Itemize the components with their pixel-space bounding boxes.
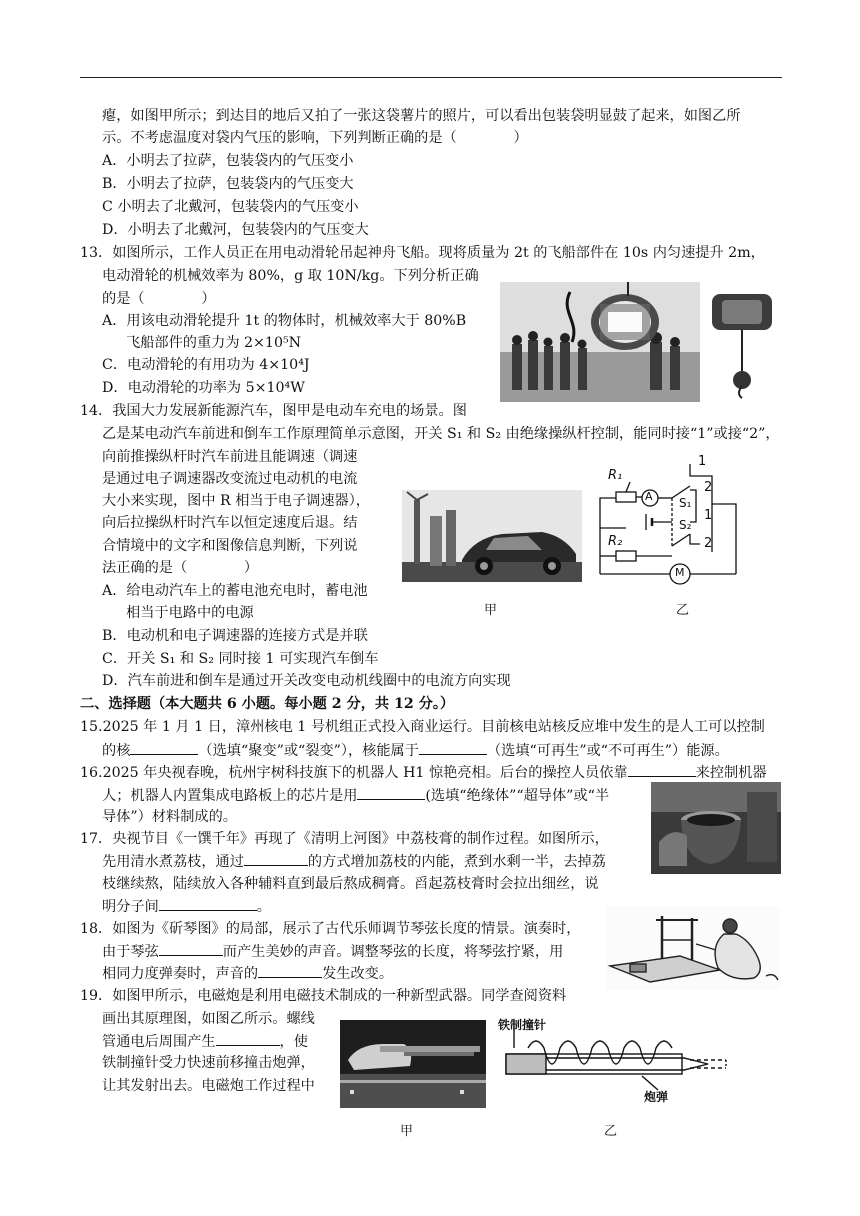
q17-text-c: 明分子间 bbox=[102, 899, 159, 915]
q12-line-2: 示。不考虑温度对袋内气压的影响，下列判断正确的是（ ） bbox=[102, 130, 528, 146]
q13-option-d: D．电动滑轮的功率为 5×10⁴W bbox=[102, 380, 305, 396]
q15-blank-2[interactable] bbox=[419, 740, 487, 755]
q15-text-b: （选填“聚变”或“裂变”），核能属于 bbox=[198, 743, 419, 759]
q15-line-1: 15.2025 年 1 月 1 日，漳州核电 1 号机组正式投入商业运行。目前核电站核反应堆中发生的是人工可以控制 bbox=[80, 719, 765, 735]
q17-line-3: 枝继续熬，陆续放入各种辅料直到最后熬成稠膏。舀起荔枝膏时会拉出细丝，说 bbox=[102, 876, 599, 892]
q14-option-c: C．开关 S₁ 和 S₂ 同时接 1 可实现汽车倒车 bbox=[102, 651, 379, 667]
q19-line-3 bbox=[102, 1031, 308, 1053]
q15-text-a: 的核 bbox=[102, 743, 131, 759]
q17-line-4 bbox=[102, 896, 271, 918]
q14-line-3: 向前推操纵杆时汽车前进且能调速（调速 bbox=[102, 449, 358, 465]
q16-line-2 bbox=[102, 785, 609, 807]
circuit-label-a: A bbox=[645, 490, 653, 503]
q13-photo bbox=[500, 282, 786, 402]
q13-line-1: 13．如图所示，工作人员正在用电动滑轮吊起神舟飞船。现将质量为 2t 的飞船部件在 10s 内匀速提升 2m， bbox=[80, 245, 765, 261]
railgun-label-pin: 铁制撞针 bbox=[498, 1018, 547, 1032]
q17-text-b: 的方式增加荔枝的内能，煮到水剩一半，去掉荔 bbox=[307, 854, 606, 870]
q17-line-2 bbox=[102, 851, 606, 873]
q17-blank-2[interactable] bbox=[159, 896, 257, 911]
q16-line-1 bbox=[80, 762, 767, 784]
q14-line-7: 合情境中的文字和图像信息判断，下列说 bbox=[102, 538, 358, 554]
q19-line-2: 画出其原理图，如图乙所示。螺线 bbox=[102, 1011, 315, 1027]
q17-text-d: 。 bbox=[256, 899, 271, 915]
q12-option-a: A．小明去了拉萨，包装袋内的气压变小 bbox=[102, 153, 354, 169]
q12-option-c: C 小明去了北戴河，包装袋内的气压变小 bbox=[102, 199, 359, 215]
q12-option-b: B．小明去了拉萨，包装袋内的气压变大 bbox=[102, 176, 354, 192]
q16-blank-1[interactable] bbox=[628, 762, 696, 777]
q19-line-4: 铁制撞针受力快速前移撞击炮弹， bbox=[102, 1055, 315, 1071]
q14-option-a: A．给电动汽车上的蓄电池充电时，蓄电池 bbox=[102, 583, 368, 599]
circuit-label-m: M bbox=[675, 566, 685, 579]
q19-text-a: 管通电后周围产生 bbox=[102, 1034, 216, 1050]
q14-option-b: B．电动机和电子调速器的连接方式是并联 bbox=[102, 628, 368, 644]
q18-blank-1[interactable] bbox=[159, 941, 223, 956]
q15-line-2 bbox=[102, 740, 729, 762]
circuit-label-r2: R₂ bbox=[608, 534, 623, 549]
q13-option-c: C．电动滑轮的有用功为 4×10⁴J bbox=[102, 357, 310, 373]
q17-text-a: 先用清水煮荔枝，通过 bbox=[102, 854, 244, 870]
q15-blank-1[interactable] bbox=[130, 740, 198, 755]
q14-option-d: D．汽车前进和倒车是通过开关改变电动机线圈中的电流方向实现 bbox=[102, 673, 511, 689]
q14-charging-photo bbox=[402, 490, 582, 582]
q16-blank-2[interactable] bbox=[357, 785, 425, 800]
q18-blank-2[interactable] bbox=[258, 963, 322, 978]
q19-caption-yi: 乙 bbox=[604, 1124, 618, 1139]
q16-text-b: 来控制机器 bbox=[695, 765, 767, 781]
circuit-label-2a: 2 bbox=[704, 480, 713, 495]
q14-line-5: 大小来实现，图中 R 相当于电子调速器）， bbox=[102, 493, 370, 509]
q16-text-a: 16.2025 年央视春晚，杭州宇树科技旗下的机器人 H1 惊艳亮相。后台的操控人员依靠 bbox=[80, 765, 628, 781]
q13-line-2: 电动滑轮的机械效率为 80%，g 取 10N/kg。下列分析正确 bbox=[102, 268, 479, 284]
q12-option-d: D．小明去了北戴河，包装袋内的气压变大 bbox=[102, 222, 369, 238]
q19-blank-1[interactable] bbox=[216, 1031, 280, 1046]
q14-line-1: 14．我国大力发展新能源汽车，图甲是电动车充电的场景。图 bbox=[80, 403, 467, 419]
q18-text-d: 发生改变。 bbox=[322, 966, 394, 982]
header-rule bbox=[80, 77, 782, 78]
q14-line-2: 乙是某电动汽车前进和倒车工作原理简单示意图，开关 S₁ 和 S₂ 由绝缘操纵杆控制，能同时接“1”或接“2”， bbox=[102, 426, 780, 442]
q14-caption-jia: 甲 bbox=[484, 603, 498, 618]
q14-line-6: 向后拉操纵杆时汽车以恒定速度后退。结 bbox=[102, 515, 358, 531]
q19-text-b: ，使 bbox=[279, 1034, 308, 1050]
circuit-label-s1: S₁ bbox=[679, 496, 692, 510]
q19-caption-jia: 甲 bbox=[400, 1124, 414, 1139]
q13-option-b: 飞船部件的重力为 2×10⁵N bbox=[126, 335, 302, 351]
q15-text-c: （选填“可再生”或“不可再生”）能源。 bbox=[486, 743, 729, 759]
q14-line-8: 法正确的是（ ） bbox=[102, 560, 259, 576]
q19-line-5: 让其发射出去。电磁炮工作过程中 bbox=[102, 1078, 315, 1094]
circuit-label-s2: S₂ bbox=[679, 518, 692, 532]
section-2-heading: 二、选择题（本大题共 6 小题。每小题 2 分，共 12 分。） bbox=[80, 696, 455, 712]
q14-option-a-cont: 相当于电路中的电源 bbox=[126, 605, 254, 621]
q13-option-a: A．用该电动滑轮提升 1t 的物体时，机械效率大于 80%B bbox=[102, 313, 467, 329]
q17-line-1: 17．央视节目《一馔千年》再现了《清明上河图》中荔枝膏的制作过程。如图所示， bbox=[80, 831, 609, 847]
q14-caption-yi: 乙 bbox=[676, 603, 690, 618]
q19-railgun-photo bbox=[340, 1020, 486, 1108]
q16-text-d: (选填“绝缘体”“超导体”或“半 bbox=[425, 788, 610, 804]
q18-qin-painting bbox=[606, 906, 780, 990]
q14-line-4: 是通过电子调速器改变流过电动机的电流 bbox=[102, 471, 358, 487]
q18-line-2 bbox=[102, 941, 563, 963]
q17-blank-1[interactable] bbox=[244, 851, 308, 866]
q18-line-1: 18．如图为《斫琴图》的局部，展示了古代乐师调节琴弦长度的情景。演奏时， bbox=[80, 921, 581, 937]
circuit-label-2b: 2 bbox=[704, 536, 713, 551]
q18-text-b: 而产生美妙的声音。调整琴弦的长度，将琴弦拧紧，用 bbox=[222, 944, 564, 960]
q14-circuit-diagram bbox=[586, 452, 746, 586]
q16-line-3: 导体”）材料制成的。 bbox=[102, 809, 237, 825]
q19-railgun-diagram bbox=[494, 1018, 740, 1114]
q17-lychee-photo bbox=[651, 782, 781, 874]
q18-line-3 bbox=[102, 963, 393, 985]
q18-text-c: 相同力度弹奏时，声音的 bbox=[102, 966, 259, 982]
railgun-label-shell: 炮弹 bbox=[644, 1090, 669, 1104]
q12-line-1: 瘪，如图甲所示；到达目的地后又拍了一张这袋薯片的照片，可以看出包装袋明显鼓了起来，如图乙所 bbox=[102, 108, 741, 124]
q19-line-1: 19．如图甲所示，电磁炮是利用电磁技术制成的一种新型武器。同学查阅资料 bbox=[80, 988, 567, 1004]
circuit-label-1a: 1 bbox=[698, 454, 707, 469]
q18-text-a: 由于琴弦 bbox=[102, 944, 159, 960]
q13-line-3: 的是（ ） bbox=[102, 291, 216, 307]
circuit-label-1b: 1 bbox=[704, 508, 713, 523]
circuit-label-r1: R₁ bbox=[608, 468, 623, 483]
q16-text-c: 人；机器人内置集成电路板上的芯片是用 bbox=[102, 788, 358, 804]
